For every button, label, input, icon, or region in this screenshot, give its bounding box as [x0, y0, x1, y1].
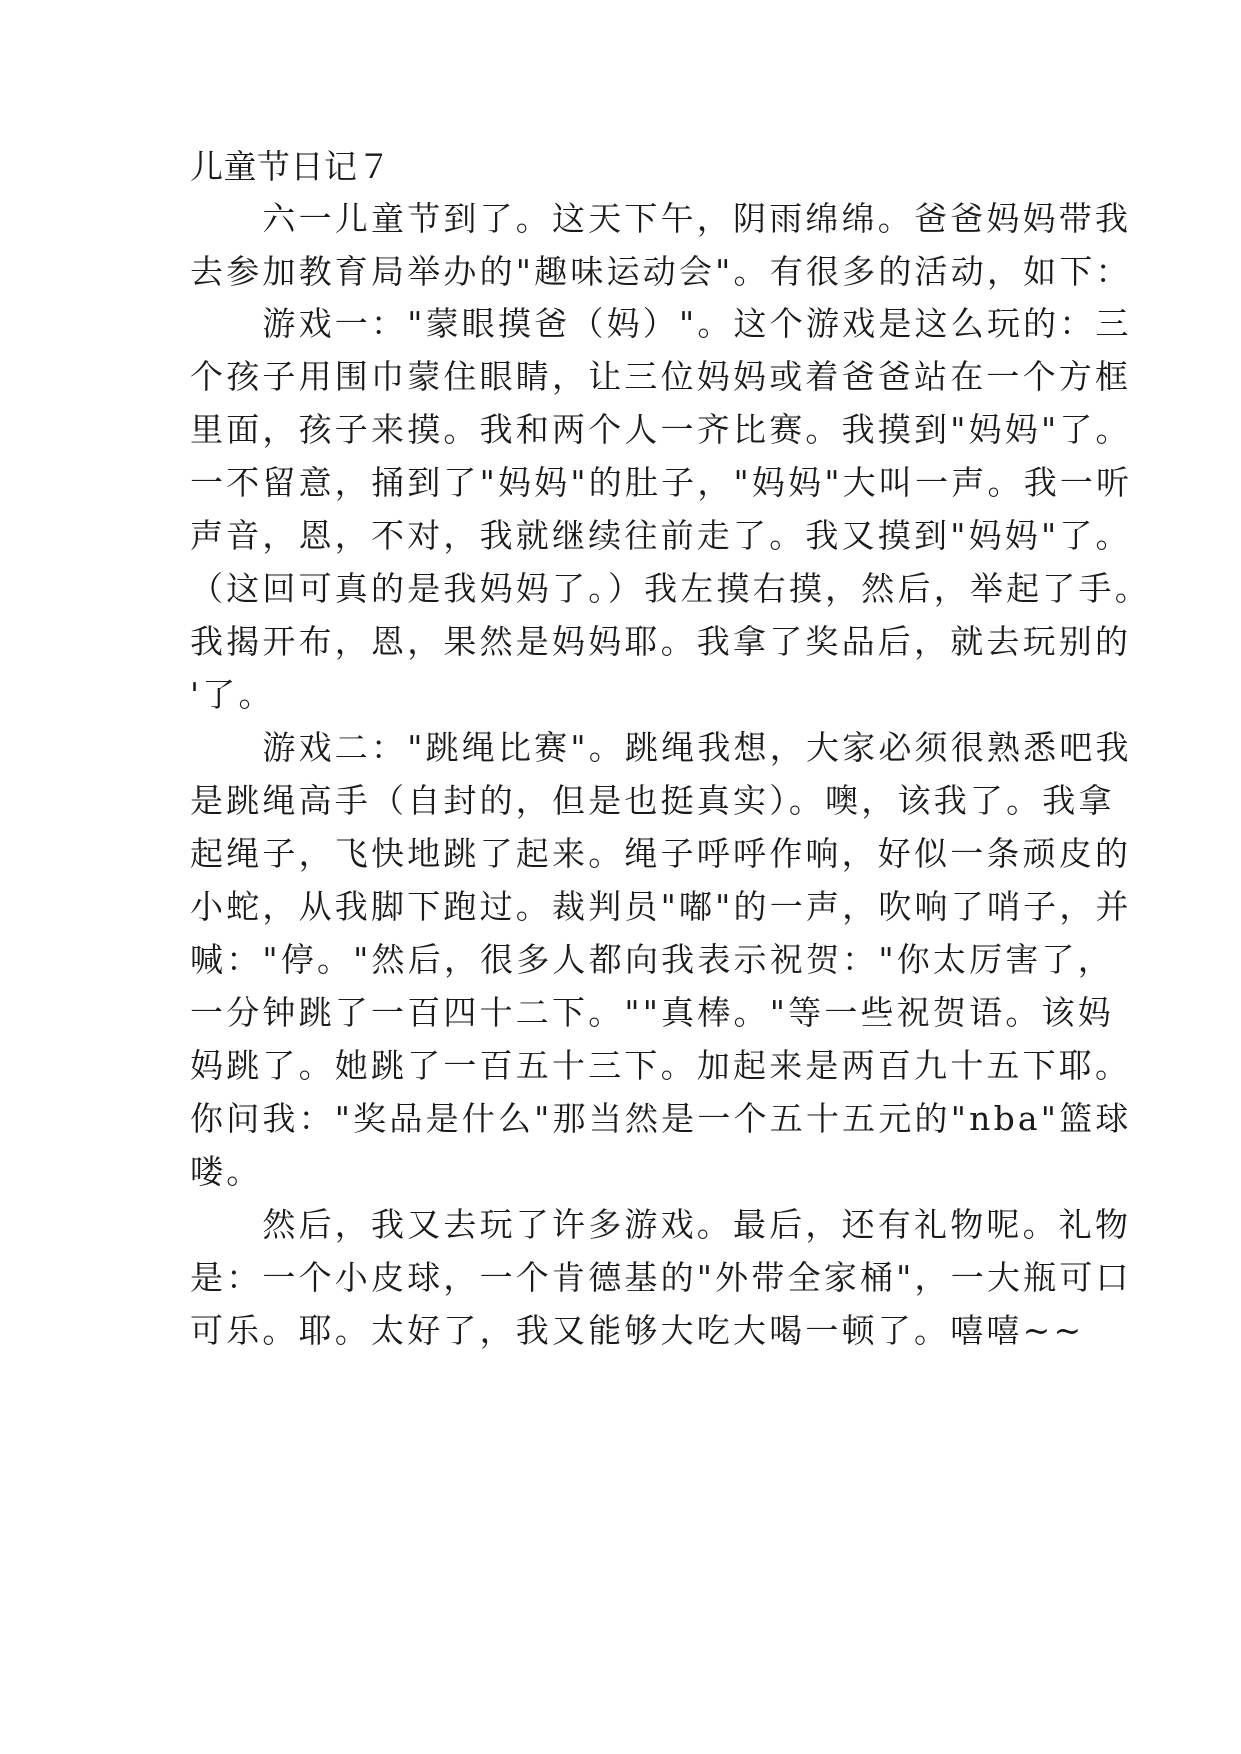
text-line: '了。 — [190, 675, 275, 714]
text-line: 一不留意，捅到了"妈妈"的肚子，"妈妈"大叫一声。我一听 — [190, 463, 1133, 502]
text-line: 然后，我又去玩了许多游戏。最后，还有礼物呢。礼物 — [190, 1205, 1132, 1244]
text-line: 喽。 — [190, 1152, 263, 1191]
text-line: 你问我："奖品是什么"那当然是一个五十五元的"nba"篮球 — [190, 1099, 1132, 1138]
text-line: 一分钟跳了一百四十二下。""真棒。"等一些祝贺语。该妈 — [190, 993, 1114, 1032]
text-line: （这回可真的是我妈妈了。）我左摸右摸，然后，举起了手。 — [190, 569, 1151, 608]
text-line: 里面，孩子来摸。我和两个人一齐比赛。我摸到"妈妈"了。 — [190, 410, 1132, 449]
text-line: 六一儿童节到了。这天下午，阴雨绵绵。爸爸妈妈带我 — [190, 199, 1132, 238]
text-line: 喊："停。"然后，很多人都向我表示祝贺："你太厉害了， — [190, 940, 1114, 979]
text-line: 小蛇，从我脚下跑过。裁判员"嘟"的一声，吹响了哨子，并 — [190, 887, 1132, 926]
text-line: 游戏二："跳绳比赛"。跳绳我想，大家必须很熟悉吧我 — [190, 728, 1132, 767]
text-line: 是跳绳高手（自封的，但是也挺真实）。噢，该我了。我拿 — [190, 781, 1115, 820]
text-line: 个孩子用围巾蒙住眼睛，让三位妈妈或着爸爸站在一个方框 — [190, 357, 1132, 396]
document-title: 儿童节日记７ — [190, 147, 391, 186]
text-line: 我揭开布，恩，果然是妈妈耶。我拿了奖品后，就去玩别的 — [190, 622, 1132, 661]
text-line: 妈跳了。她跳了一百五十三下。加起来是两百九十五下耶。 — [190, 1046, 1132, 1085]
text-line: 是：一个小皮球，一个肯德基的"外带全家桶"，一大瓶可口 — [190, 1258, 1132, 1297]
text-line: 游戏一："蒙眼摸爸（妈）"。这个游戏是这么玩的：三 — [190, 304, 1132, 343]
text-line: 声音，恩，不对，我就继续往前走了。我又摸到"妈妈"了。 — [190, 516, 1132, 555]
text-line: 起绳子，飞快地跳了起来。绳子呼呼作响，好似一条顽皮的 — [190, 834, 1132, 873]
text-line: 可乐。耶。太好了，我又能够大吃大喝一顿了。嘻嘻~~ — [190, 1311, 1085, 1350]
text-line: 去参加教育局举办的"趣味运动会"。有很多的活动，如下： — [190, 252, 1132, 291]
